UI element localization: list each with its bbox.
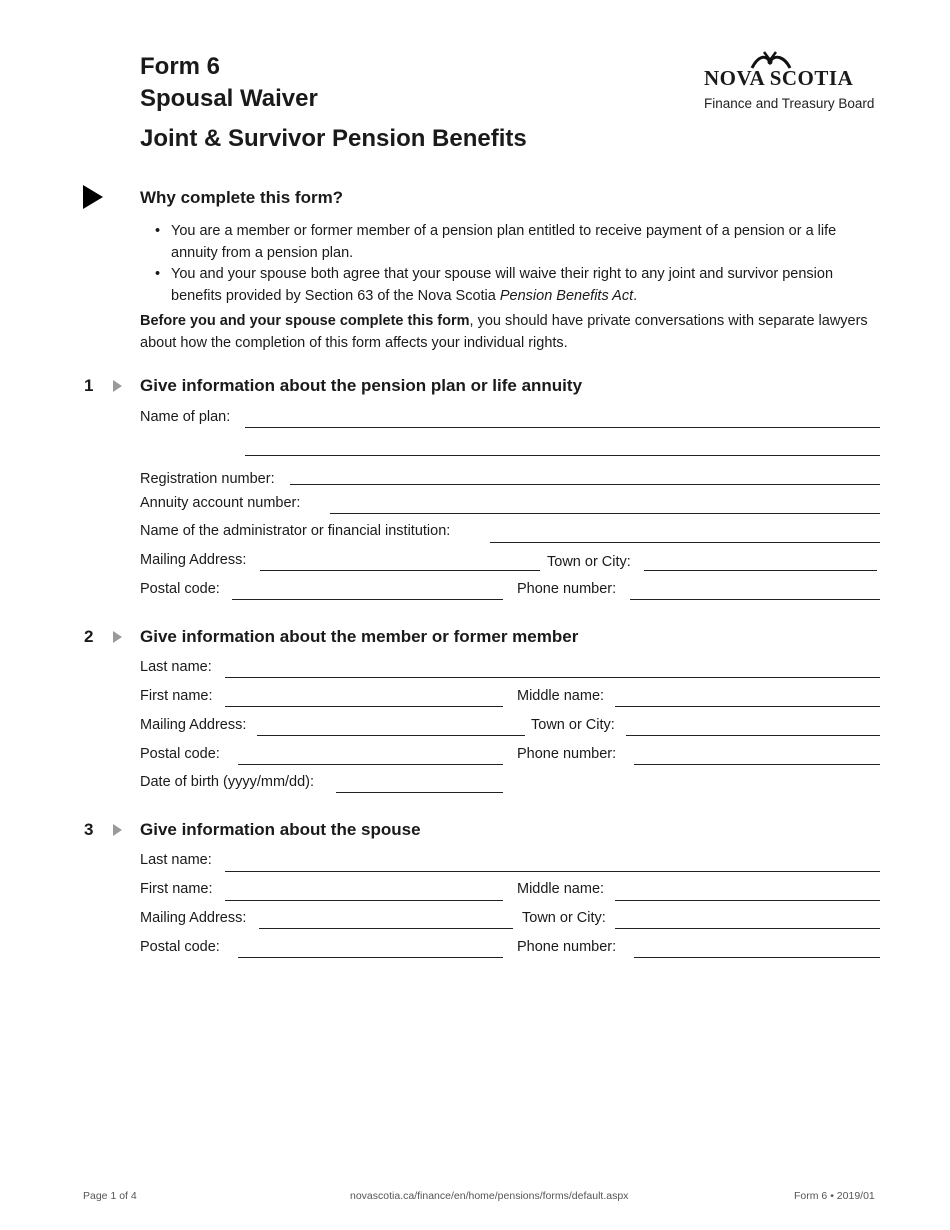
spouse-last-name-field[interactable] — [225, 871, 880, 872]
member-first-name-field[interactable] — [225, 706, 503, 707]
footer-separator: • — [830, 1190, 834, 1202]
intro-bullet-text: You are a member or former member of a pension plan entitled to receive payment of a pension or a life annuity from a pension plan. — [171, 223, 837, 261]
postal-code-field[interactable] — [232, 599, 503, 600]
member-mailing-label: Mailing Address: — [140, 717, 247, 733]
phone-number-field[interactable] — [630, 599, 880, 600]
member-middle-name-label: Middle name: — [517, 688, 605, 704]
section-arrow-icon — [113, 380, 122, 392]
intro-note-bold: Before you and your spouse complete this form — [140, 313, 470, 329]
intro-bullet — [155, 221, 875, 264]
spouse-first-name-label: First name: — [140, 881, 213, 897]
member-mailing-field[interactable] — [257, 735, 525, 736]
spouse-postal-field[interactable] — [238, 957, 503, 958]
plan-name-field[interactable] — [245, 427, 880, 428]
spouse-town-label: Town or City: — [522, 910, 606, 926]
member-town-label: Town or City: — [531, 717, 615, 733]
footer-form-ref — [794, 1190, 875, 1202]
town-city-label: Town or City: — [547, 554, 631, 570]
play-arrow-icon — [83, 185, 103, 209]
intro-bullet — [155, 264, 875, 307]
member-middle-name-field[interactable] — [615, 706, 880, 707]
form-subtitle: Joint & Survivor Pension Benefits — [140, 125, 527, 152]
bullet-dot-icon: • — [155, 223, 161, 239]
member-last-name-field[interactable] — [225, 677, 880, 678]
bullet-dot-icon: • — [155, 266, 161, 282]
mailing-address-label: Mailing Address: — [140, 552, 247, 568]
spouse-postal-label: Postal code: — [140, 939, 220, 955]
member-town-field[interactable] — [626, 735, 880, 736]
intro-note-text: , you should have private conversations with separate lawyers about how the completion of this form affects your individual rights. — [140, 313, 868, 351]
footer-date: 2019/01 — [836, 1190, 875, 1202]
spouse-mailing-field[interactable] — [259, 928, 513, 929]
member-dob-label: Date of birth (yyyy/mm/dd): — [140, 774, 315, 790]
member-first-name-label: First name: — [140, 688, 213, 704]
intro-bullet-end: . — [633, 287, 638, 304]
member-dob-field[interactable] — [336, 792, 503, 793]
page-number: Page 1 of 4 — [83, 1190, 137, 1202]
act-name: Pension Benefits Act — [499, 287, 634, 304]
annuity-account-label: Annuity account number: — [140, 495, 301, 511]
spouse-first-name-field[interactable] — [225, 900, 503, 901]
plan-name-label: Name of plan: — [140, 409, 231, 425]
phone-number-label: Phone number: — [517, 581, 617, 597]
section-1-number: 1 — [84, 376, 94, 395]
intro-heading: Why complete this form? — [140, 188, 344, 207]
footer-form-number: Form 6 — [794, 1190, 828, 1202]
spouse-phone-field[interactable] — [634, 957, 880, 958]
department-name: Finance and Treasury Board — [704, 96, 875, 111]
section-3-number: 3 — [84, 820, 94, 839]
postal-code-label: Postal code: — [140, 581, 220, 597]
annuity-account-field[interactable] — [330, 513, 880, 514]
section-2-heading: Give information about the member or former member — [140, 627, 579, 646]
member-phone-field[interactable] — [634, 764, 880, 765]
spouse-town-field[interactable] — [615, 928, 880, 929]
section-arrow-icon — [113, 824, 122, 836]
intro-bullets — [155, 221, 875, 307]
spouse-mailing-label: Mailing Address: — [140, 910, 247, 926]
administrator-field[interactable] — [490, 542, 880, 543]
nova-scotia-logo — [700, 50, 882, 120]
member-postal-field[interactable] — [238, 764, 503, 765]
spouse-last-name-label: Last name: — [140, 852, 212, 868]
member-last-name-label: Last name: — [140, 659, 212, 675]
logo-text: NOVA SCOTIA — [704, 66, 854, 90]
registration-number-label: Registration number: — [140, 471, 275, 487]
footer-url: novascotia.ca/finance/en/home/pensions/forms/default.aspx — [350, 1190, 629, 1202]
intro-bullet-text: You and your spouse both agree that your spouse will waive their right to any joint and survivor pension benefits provided by Section 63 of the Nova Scotia — [171, 266, 834, 304]
section-1-heading: Give information about the pension plan or life annuity — [140, 376, 583, 395]
spouse-middle-name-label: Middle name: — [517, 881, 605, 897]
town-city-field[interactable] — [644, 570, 877, 571]
spouse-phone-label: Phone number: — [517, 939, 617, 955]
plan-name-field-line-2[interactable] — [245, 455, 880, 456]
registration-number-field[interactable] — [290, 484, 880, 485]
mailing-address-field[interactable] — [260, 570, 540, 571]
spouse-middle-name-field[interactable] — [615, 900, 880, 901]
member-phone-label: Phone number: — [517, 746, 617, 762]
form-number: Form 6 — [140, 53, 221, 80]
administrator-label: Name of the administrator or financial institution: — [140, 523, 451, 539]
section-2-number: 2 — [84, 627, 94, 646]
section-3-heading: Give information about the spouse — [140, 820, 421, 839]
form-title: Spousal Waiver — [140, 85, 318, 112]
intro-note — [140, 311, 870, 354]
section-arrow-icon — [113, 631, 122, 643]
member-postal-label: Postal code: — [140, 746, 220, 762]
